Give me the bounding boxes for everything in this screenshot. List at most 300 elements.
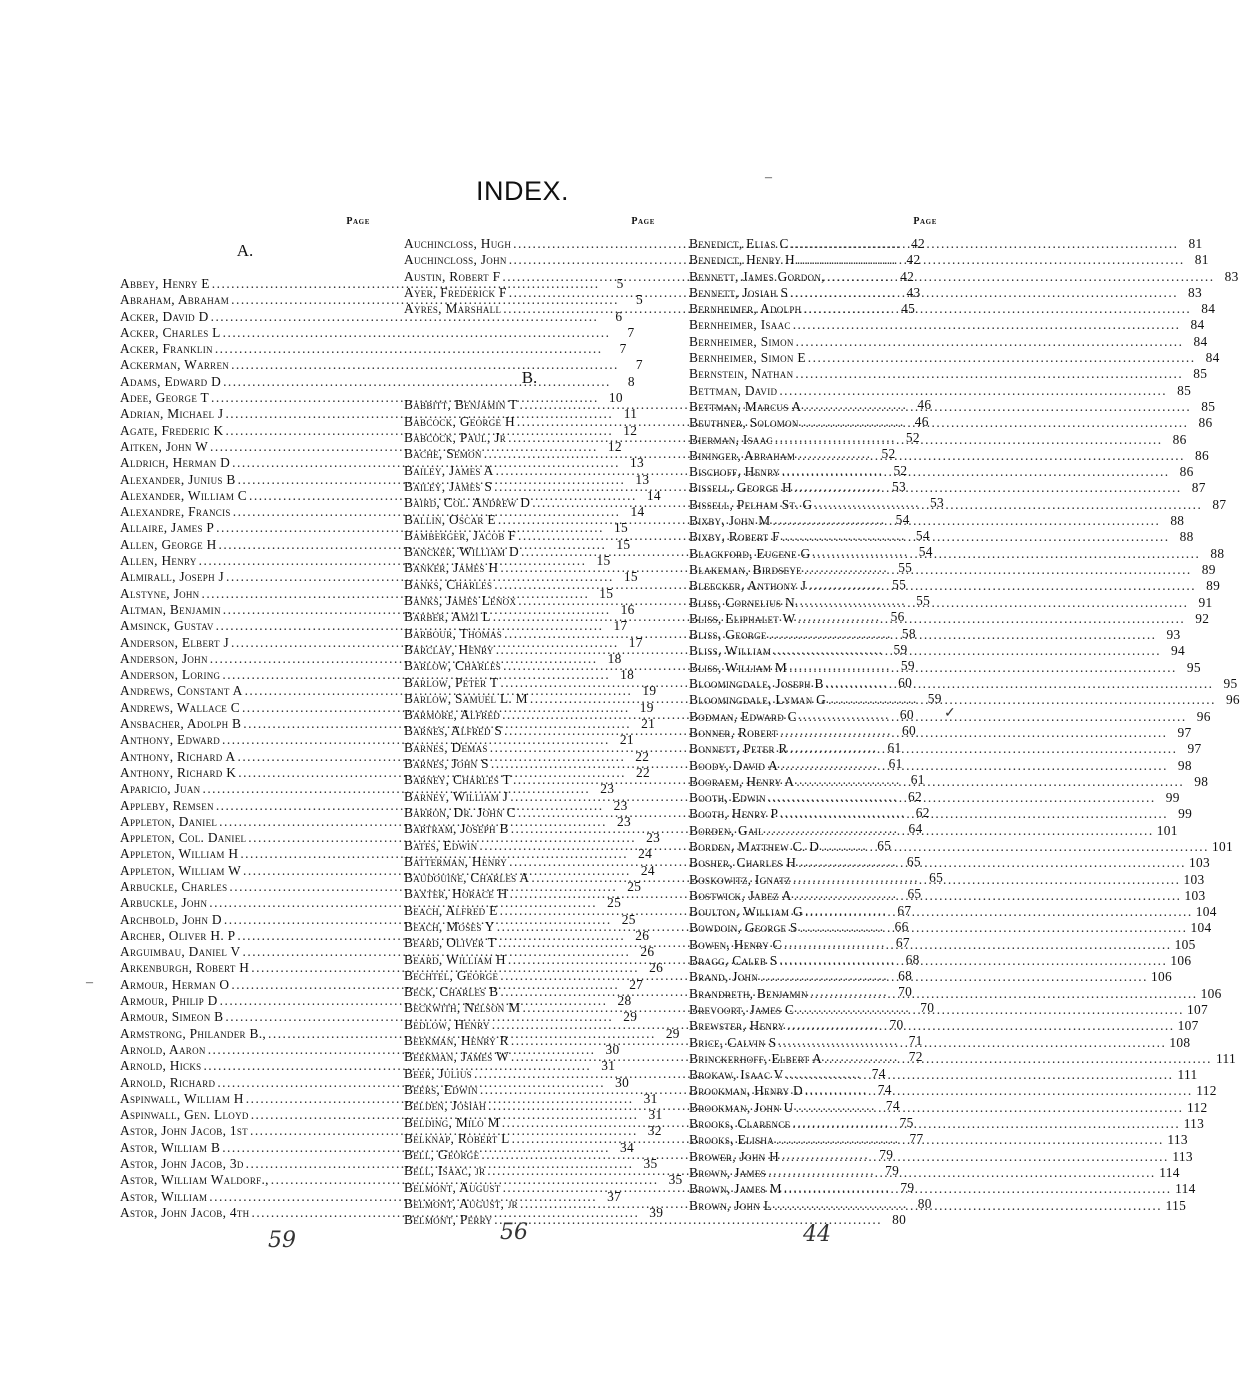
dot-leader — [798, 855, 1186, 871]
entry-page-number: 115 — [1165, 1197, 1187, 1213]
entry-name: Bloomingdale, Joseph B — [689, 676, 824, 692]
entry-page-number: 46 — [914, 413, 929, 429]
entry-name: Brevoort, James C — [689, 1001, 795, 1017]
dot-leader — [803, 301, 1191, 317]
entry-page-number: 52 — [881, 446, 896, 462]
entry-name: Amsinck, Gustav — [120, 618, 214, 634]
dot-leader — [779, 383, 1167, 399]
entry-page-number: 79 — [885, 1163, 900, 1179]
entry-page-number: 15 — [613, 520, 628, 536]
entry-name: Austin, Robert F — [404, 268, 501, 284]
entry-name: Beckwith, Nelson M — [404, 1000, 521, 1016]
page-title: INDEX. — [475, 176, 570, 206]
index-entry — [689, 920, 1212, 936]
entry-page-number: 113 — [1167, 1132, 1188, 1148]
entry-name: Arbuckle, Charles — [120, 878, 228, 894]
dot-leader — [795, 366, 1183, 382]
entry-name: Allen, George H — [120, 536, 217, 552]
entry-page-number: 74 — [871, 1065, 886, 1081]
entry-name: Bernheimer, Simon — [689, 333, 794, 349]
entry-page-number: 113 — [1183, 1116, 1205, 1132]
entry-page-number: 89 — [1206, 578, 1221, 594]
entry-name: Auchincloss, Hugh — [404, 236, 512, 251]
index-entry — [689, 627, 1181, 643]
dot-leader — [792, 1116, 1180, 1132]
entry-name: Barmore, Alfred — [404, 707, 501, 723]
entry-name: Adams, Edward D — [120, 373, 222, 389]
entry-name: Bierman, Isaac — [689, 431, 773, 447]
entry-page-number: 14 — [630, 504, 645, 520]
entry-page-number: 112 — [1196, 1083, 1217, 1099]
dot-leader — [796, 1100, 1184, 1116]
entry-page-number: 111 — [1177, 1067, 1198, 1083]
entry-name: Barbour, Thomas — [404, 625, 503, 641]
entry-page-number: 30 — [605, 1041, 620, 1057]
page-column-label: Page — [631, 216, 655, 227]
entry-name: Barlow, Peter T — [404, 674, 499, 690]
dot-leader — [773, 513, 1161, 529]
entry-page-number: 30 — [615, 1074, 630, 1090]
entry-page-number: 25 — [621, 911, 636, 927]
entry-page-number: 24 — [640, 862, 655, 878]
entry-page-number: 114 — [1159, 1164, 1180, 1180]
entry-name: Bowdoin, George S — [689, 920, 798, 936]
entry-page-number: 98 — [1177, 757, 1192, 773]
entry-name: Ayres, Marshall — [404, 301, 502, 317]
entry-page-number: 15 — [596, 553, 611, 569]
index-entry — [689, 676, 1238, 692]
entry-name: Babbitt, Benjamin T — [404, 397, 518, 413]
entry-name: Anderson, Elbert J — [120, 634, 229, 650]
entry-page-number: 88 — [1210, 545, 1225, 561]
entry-name: Arnold, Hicks — [120, 1058, 202, 1074]
entry-name: Barron, Dr. John C — [404, 804, 516, 820]
entry-name: Beach, Alfred E — [404, 902, 498, 918]
entry-name: Bragg, Caleb S — [689, 953, 778, 969]
dot-leader — [796, 334, 1184, 350]
entry-name: Borden, Matthew C. D — [689, 838, 820, 854]
entry-page-number: 26 — [640, 944, 655, 960]
section-letter: A. — [236, 241, 254, 260]
handwritten-count-1: 59 — [268, 1228, 296, 1253]
entry-page-number: 58 — [901, 625, 916, 641]
entry-name: Bancker, William D — [404, 544, 519, 560]
entry-name: Bernheimer, Simon E — [689, 350, 806, 366]
handwritten-count-2: 56 — [500, 1220, 528, 1245]
index-entry — [689, 447, 1209, 464]
entry-page-number: 84 — [1201, 301, 1216, 317]
entry-name: Agate, Frederic K — [120, 422, 224, 438]
entry-page-number: 39 — [649, 1204, 664, 1220]
entry-name: Beach, Moses Y — [404, 918, 495, 934]
index-entry — [689, 1132, 1188, 1148]
entry-page-number: 26 — [649, 960, 664, 976]
entry-name: Boody, David A — [689, 757, 779, 773]
entry-name: Bliss, Cornelius N. — [689, 594, 799, 610]
entry-name: Bixby, John M — [689, 513, 771, 529]
entry-name: Ansbacher, Adolph B — [120, 716, 242, 732]
entry-name: Bliss, William — [689, 643, 772, 659]
index-entry — [689, 561, 1216, 578]
entry-name: Ballin, Oscar E — [404, 511, 496, 527]
column-header — [404, 216, 655, 236]
entry-page-number: 7 — [635, 357, 643, 373]
index-entry — [689, 333, 1208, 350]
entry-page-number: 11 — [623, 406, 638, 422]
entry-name: Bell, Isaac, jr — [404, 1163, 486, 1179]
index-entry — [689, 806, 1193, 822]
entry-name: Brower, John H — [689, 1148, 780, 1164]
entry-name: Armour, Herman O — [120, 976, 230, 992]
entry-name: Arbuckle, John — [120, 895, 208, 911]
entry-page-number: 106 — [1170, 953, 1192, 969]
entry-page-number: 23 — [613, 797, 628, 813]
entry-page-number: 89 — [1201, 561, 1216, 577]
index-entry — [689, 887, 1206, 904]
entry-name: Barclay, Henry — [404, 641, 494, 657]
index-entry — [689, 545, 1225, 562]
entry-name: Andrews, Wallace C — [120, 699, 240, 715]
entry-page-number: 60 — [899, 707, 914, 723]
entry-page-number: 68 — [898, 967, 913, 983]
entry-page-number: 96 — [1225, 692, 1240, 708]
index-entry — [689, 1164, 1180, 1181]
entry-name: Brooks, Elisha — [689, 1132, 775, 1148]
entry-page-number: 95 — [1223, 676, 1238, 692]
dot-leader — [799, 709, 1187, 725]
entry-name: Archbold, John D — [120, 911, 222, 927]
dot-leader — [782, 464, 1170, 480]
entry-name: Bennett, Josiah S — [689, 284, 789, 300]
entry-page-number: 31 — [643, 1090, 658, 1106]
dot-leader — [794, 888, 1182, 904]
entry-name: Appleby, Remsen — [120, 797, 214, 813]
index-entry — [689, 1050, 1236, 1067]
dot-leader — [780, 806, 1168, 822]
entry-page-number: 84 — [1193, 333, 1208, 349]
entry-page-number: 62 — [915, 804, 930, 820]
entry-name: Appleton, William W — [120, 862, 242, 878]
entry-name: Arnold, Aaron — [120, 1041, 206, 1057]
entry-name: Aspinwall, Gen. Lloyd — [120, 1107, 249, 1123]
dot-leader — [815, 497, 1203, 513]
entry-name: Brinckerhoff, Elbert A — [689, 1050, 823, 1066]
entry-page-number: 79 — [900, 1179, 915, 1195]
entry-page-number: 21 — [641, 716, 656, 732]
index-entry — [689, 268, 1239, 285]
entry-page-number: 62 — [908, 788, 922, 804]
dot-leader — [779, 1035, 1167, 1051]
entry-name: Andrews, Constant A — [120, 683, 243, 699]
dot-leader — [780, 953, 1168, 969]
entry-name: Armour, Philip D — [120, 993, 218, 1009]
entry-page-number: 19 — [642, 683, 657, 699]
index-entry — [689, 513, 1185, 529]
dot-leader — [821, 839, 1209, 855]
entry-name: Appleton, William H — [120, 846, 239, 862]
entry-name: Anderson, John — [120, 650, 208, 666]
index-entry — [689, 1018, 1199, 1034]
entry-name: Abbey, Henry E — [120, 276, 210, 291]
entry-name: Baudouine, Charles A — [404, 870, 530, 886]
entry-page-number: 42 — [910, 236, 925, 251]
entry-name: Beekman, Henry R — [404, 1033, 509, 1049]
entry-name: Bernheimer, Adolph — [689, 301, 802, 317]
entry-page-number: 60 — [901, 723, 916, 739]
entry-page-number: 66 — [894, 918, 909, 934]
entry-name: Appleton, Daniel — [120, 813, 218, 829]
entry-page-number: 65 — [907, 886, 922, 902]
dot-leader — [828, 692, 1216, 708]
entry-page-number: 64 — [908, 821, 923, 837]
entry-page-number: 34 — [620, 1139, 634, 1155]
index-entry — [689, 431, 1187, 448]
entry-name: Allaire, James P — [120, 520, 215, 536]
dot-leader — [773, 643, 1161, 659]
entry-name: Barnes, John S — [404, 756, 489, 772]
entry-name: Armstrong, Philander B., — [120, 1025, 266, 1041]
entry-name: Acker, Franklin — [120, 341, 213, 357]
entry-name: Boulton, William G — [689, 904, 803, 920]
entry-name: Bettman, David — [689, 382, 778, 398]
entry-page-number: 19 — [639, 699, 654, 715]
entry-page-number: 31 — [601, 1058, 616, 1074]
entry-page-number: 67 — [897, 902, 912, 918]
entry-page-number: 101 — [1211, 838, 1233, 854]
dot-leader — [796, 774, 1184, 790]
entry-name: Barney, Charles T — [404, 772, 511, 788]
dot-leader — [797, 252, 1185, 268]
entry-page-number: 21 — [619, 732, 634, 748]
entry-page-number: 74 — [885, 1098, 900, 1114]
entry-page-number: 94 — [1171, 643, 1186, 659]
dot-leader — [810, 986, 1198, 1002]
entry-page-number: 32 — [647, 1123, 662, 1139]
index-entry — [689, 985, 1222, 1002]
entry-name: Barney, William J — [404, 788, 509, 804]
entry-page-number: 61 — [888, 756, 903, 772]
entry-name: Allen, Henry — [120, 553, 197, 569]
entry-page-number: 54 — [915, 527, 930, 543]
entry-name: Bischoff, Henry — [689, 464, 780, 480]
entry-page-number: 105 — [1174, 936, 1196, 952]
entry-page-number: 87 — [1191, 480, 1206, 496]
dot-leader — [797, 611, 1185, 627]
entry-page-number: 81 — [1194, 252, 1209, 268]
entry-name: Beers, Edwin — [404, 1081, 478, 1097]
entry-name: Acker, Charles L — [120, 324, 221, 340]
entry-name: Anthony, Edward — [120, 732, 221, 748]
index-entry — [120, 357, 643, 373]
entry-page-number: 54 — [895, 511, 910, 527]
entry-name: Booth, Edwin — [689, 790, 766, 806]
entry-name: Belmont, August — [404, 1179, 501, 1195]
entry-page-number: 55 — [898, 560, 913, 576]
entry-name: Archer, Oliver H. P — [120, 927, 236, 943]
dot-leader — [801, 415, 1189, 431]
entry-page-number: 37 — [607, 1188, 622, 1204]
entry-name: Brookman, Henry D — [689, 1083, 803, 1099]
index-entry — [689, 1099, 1208, 1116]
dot-leader — [827, 269, 1215, 285]
entry-page-number: 60 — [898, 674, 913, 690]
index-entry — [689, 398, 1216, 415]
entry-page-number: 71 — [908, 1033, 923, 1049]
dot-leader — [805, 904, 1193, 920]
entry-name: Aspinwall, William H — [120, 1090, 244, 1106]
entry-page-number: 42 — [900, 268, 915, 284]
index-entry — [689, 790, 1180, 806]
stray-mark: – — [86, 975, 93, 990]
entry-name: Almirall, Joseph J — [120, 569, 225, 585]
entry-name: Bedlow, Henry — [404, 1016, 490, 1032]
entry-page-number: 86 — [1172, 431, 1187, 447]
index-entry — [689, 366, 1208, 382]
dot-leader — [808, 578, 1196, 594]
dot-leader — [808, 350, 1196, 366]
entry-page-number: 112 — [1186, 1099, 1208, 1115]
entry-name: Babcock, Paul, Jr — [404, 430, 507, 446]
entry-page-number: 53 — [930, 495, 945, 511]
entry-name: Bernstein, Nathan — [689, 366, 794, 382]
entry-name: Brandreth, Benjamin — [689, 985, 808, 1001]
entry-name: Bliss, William M — [689, 659, 788, 675]
index-entry — [689, 236, 1203, 252]
index-entry — [689, 724, 1192, 741]
entry-name: Beard, Oliver T — [404, 935, 497, 951]
entry-name: Baird, Col. Andrew D — [404, 495, 531, 511]
entry-name: Brown, James — [689, 1164, 766, 1180]
entry-name: Bache, Semon — [404, 446, 482, 462]
index-entry — [689, 1083, 1217, 1099]
dot-leader — [803, 399, 1191, 415]
entry-name: Astor, John Jacob, 1st — [120, 1123, 248, 1139]
entry-name: Beck, Charles B — [404, 984, 499, 1000]
entry-page-number: 67 — [895, 935, 910, 951]
entry-name: Blakeman, Birdseye — [689, 561, 802, 577]
entry-page-number: 65 — [906, 853, 921, 869]
entry-page-number: 75 — [899, 1114, 914, 1130]
entry-page-number: 42 — [906, 252, 921, 268]
entry-page-number: 104 — [1190, 920, 1212, 936]
entry-page-number: 13 — [629, 455, 644, 471]
entry-page-number: 85 — [1201, 398, 1216, 414]
entry-name: Arguimbau, Daniel V — [120, 944, 241, 960]
entry-page-number: 8 — [627, 373, 635, 389]
entry-name: Ackerman, Warren — [120, 357, 230, 373]
entry-page-number: 55 — [916, 593, 931, 609]
index-entry — [689, 1034, 1191, 1051]
dot-leader — [774, 1198, 1162, 1214]
dot-leader — [766, 823, 1154, 839]
entry-name: Borden, Gail — [689, 822, 764, 838]
column-header — [120, 216, 370, 236]
entry-page-number: 106 — [1150, 969, 1172, 985]
index-entry — [689, 252, 1209, 268]
entry-name: Aparicio, Juan — [120, 781, 201, 797]
dot-leader — [787, 1018, 1175, 1034]
entry-page-number: 27 — [629, 976, 644, 992]
dot-leader — [768, 1165, 1156, 1181]
index-entry — [689, 382, 1192, 399]
entry-page-number: 54 — [918, 544, 933, 560]
entry-page-number: 101 — [1156, 822, 1178, 838]
check-mark: ✓ — [944, 706, 956, 721]
index-entry — [689, 1148, 1193, 1165]
entry-page-number: 111 — [1215, 1050, 1236, 1066]
entry-name: Barber, Amzi L — [404, 609, 491, 625]
index-entry — [689, 594, 1213, 611]
entry-page-number: 17 — [613, 618, 628, 634]
entry-page-number: 45 — [901, 301, 916, 317]
entry-name: Beekman, James W — [404, 1049, 509, 1065]
entry-name: Bamberger, Jacob F — [404, 527, 517, 543]
dot-leader — [824, 1051, 1212, 1067]
entry-page-number: 23 — [646, 830, 661, 846]
dot-leader — [775, 432, 1163, 448]
index-entry — [689, 692, 1240, 708]
entry-page-number: 70 — [889, 1016, 904, 1032]
dot-leader — [804, 562, 1192, 578]
entry-page-number: 7 — [627, 324, 635, 340]
entry-page-number: 5 — [635, 292, 643, 308]
entry-page-number: 53 — [891, 478, 906, 494]
entry-page-number: 24 — [638, 846, 653, 862]
entry-page-number: 99 — [1178, 806, 1193, 822]
entry-page-number: 85 — [1177, 382, 1192, 398]
entry-page-number: 96 — [1196, 708, 1211, 724]
entry-page-number: 86 — [1179, 464, 1194, 480]
dot-leader — [794, 480, 1182, 496]
dot-leader — [793, 872, 1181, 888]
dot-leader — [784, 937, 1172, 953]
entry-page-number: 59 — [927, 690, 942, 706]
entry-page-number: 43 — [906, 284, 921, 300]
entry-page-number: 104 — [1195, 904, 1217, 920]
index-entry — [689, 480, 1206, 496]
entry-page-number: 17 — [628, 634, 643, 650]
entry-name: Alexander, Junius B — [120, 471, 236, 487]
entry-name: Brown, John L — [689, 1197, 773, 1213]
dot-leader — [784, 1181, 1172, 1197]
entry-name: Bostwick, Jabez A — [689, 887, 792, 903]
entry-name: Bliss, George — [689, 627, 767, 643]
entry-page-number: 97 — [1177, 724, 1192, 740]
entry-name: Brice, Calvin S — [689, 1034, 777, 1050]
entry-page-number: 61 — [910, 772, 925, 788]
entry-name: Bernheimer, Isaac — [689, 317, 791, 333]
entry-page-number: 10 — [608, 390, 623, 406]
entry-name: Bettman, Marcus A — [689, 398, 802, 414]
entry-page-number: 7 — [619, 341, 627, 357]
entry-name: Altman, Benjamin — [120, 601, 221, 617]
entry-name: Benedict, Henry H — [689, 252, 795, 268]
entry-name: Baxter, Horace H — [404, 886, 508, 902]
entry-name: Appleton, Col. Daniel — [120, 830, 247, 846]
dot-leader — [790, 285, 1178, 301]
entry-name: Barlow, Samuel L. M — [404, 690, 528, 706]
entry-page-number: 68 — [905, 951, 920, 967]
entry-page-number: 35 — [643, 1156, 658, 1172]
dot-leader — [793, 317, 1181, 333]
index-entry — [120, 324, 635, 341]
index-entry — [689, 969, 1172, 985]
dot-leader — [776, 1132, 1164, 1148]
entry-page-number: 18 — [620, 667, 635, 683]
index-entry — [689, 741, 1202, 757]
entry-name: Brooks, Clarence — [689, 1116, 791, 1132]
index-entry — [689, 773, 1209, 790]
